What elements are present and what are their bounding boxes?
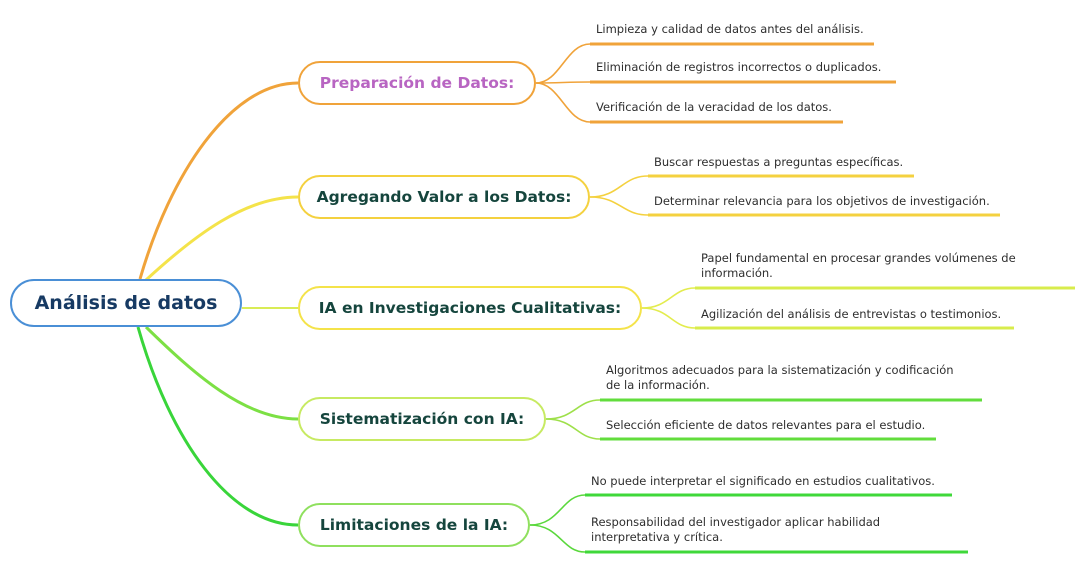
prep-leaf-3-connector <box>536 83 590 122</box>
prep-leaf-2-connector <box>536 82 590 83</box>
leaf-lim-responsabilidad[interactable]: Responsabilidad del investigador aplicar habilidad interpretativa y crítica. <box>591 515 881 544</box>
root-to-lim-connector <box>138 327 298 525</box>
leaf-ia-papel[interactable]: Papel fundamental en procesar grandes volúmenes de información. <box>701 251 1016 280</box>
leaf-lim-no-puede[interactable]: No puede interpretar el significado en estudios cualitativos. <box>591 474 935 488</box>
branch-agregando-valor[interactable] <box>298 175 590 219</box>
leaf-valor-determinar[interactable]: Determinar relevancia para los objetivos de investigación. <box>654 194 990 208</box>
ia-leaf-2-connector <box>642 308 695 328</box>
valor-leaf-1-connector <box>590 176 648 197</box>
branch-sistematizacion-con-ia[interactable] <box>298 397 546 441</box>
root-to-sist-connector <box>146 327 298 419</box>
sist-leaf-1-connector <box>546 400 600 419</box>
leaf-sist-seleccion[interactable]: Selección eficiente de datos relevantes para el estudio. <box>606 418 926 432</box>
branch-label: Limitaciones de la IA: <box>319 516 509 534</box>
leaf-prep-limpieza[interactable]: Limpieza y calidad de datos antes del análisis. <box>596 22 864 36</box>
leaf-ia-agilizacion[interactable]: Agilización del análisis de entrevistas o testimonios. <box>701 307 1002 321</box>
branch-label: Agregando Valor a los Datos: <box>316 188 572 206</box>
branch-preparacion-de-datos[interactable] <box>298 61 536 105</box>
root-to-prep-connector <box>140 83 298 279</box>
branch-label: Sistematización con IA: <box>319 410 525 428</box>
root-node[interactable] <box>10 279 242 327</box>
prep-leaf-1-connector <box>536 44 590 83</box>
lim-leaf-1-connector <box>530 495 585 525</box>
leaf-valor-buscar[interactable]: Buscar respuestas a preguntas específicas. <box>654 155 904 169</box>
ia-leaf-1-connector <box>642 288 695 308</box>
sist-leaf-2-connector <box>546 419 600 439</box>
branch-limitaciones-de-la-ia[interactable] <box>298 503 530 547</box>
leaf-prep-verificacion[interactable]: Verificación de la veracidad de los datos. <box>596 100 832 114</box>
root-to-valor-connector <box>146 197 298 280</box>
leaf-prep-eliminacion[interactable]: Eliminación de registros incorrectos o duplicados. <box>596 60 882 74</box>
valor-leaf-2-connector <box>590 197 648 215</box>
branch-ia-investigaciones-cualitativas[interactable] <box>298 286 642 330</box>
leaf-sist-algoritmos[interactable]: Algoritmos adecuados para la sistematización y codificación de la información. <box>606 363 954 392</box>
lim-leaf-2-connector <box>530 525 585 552</box>
branch-label: IA en Investigaciones Cualitativas: <box>318 299 622 317</box>
branch-label: Preparación de Datos: <box>319 74 515 92</box>
root-node-label: Análisis de datos <box>34 292 218 314</box>
